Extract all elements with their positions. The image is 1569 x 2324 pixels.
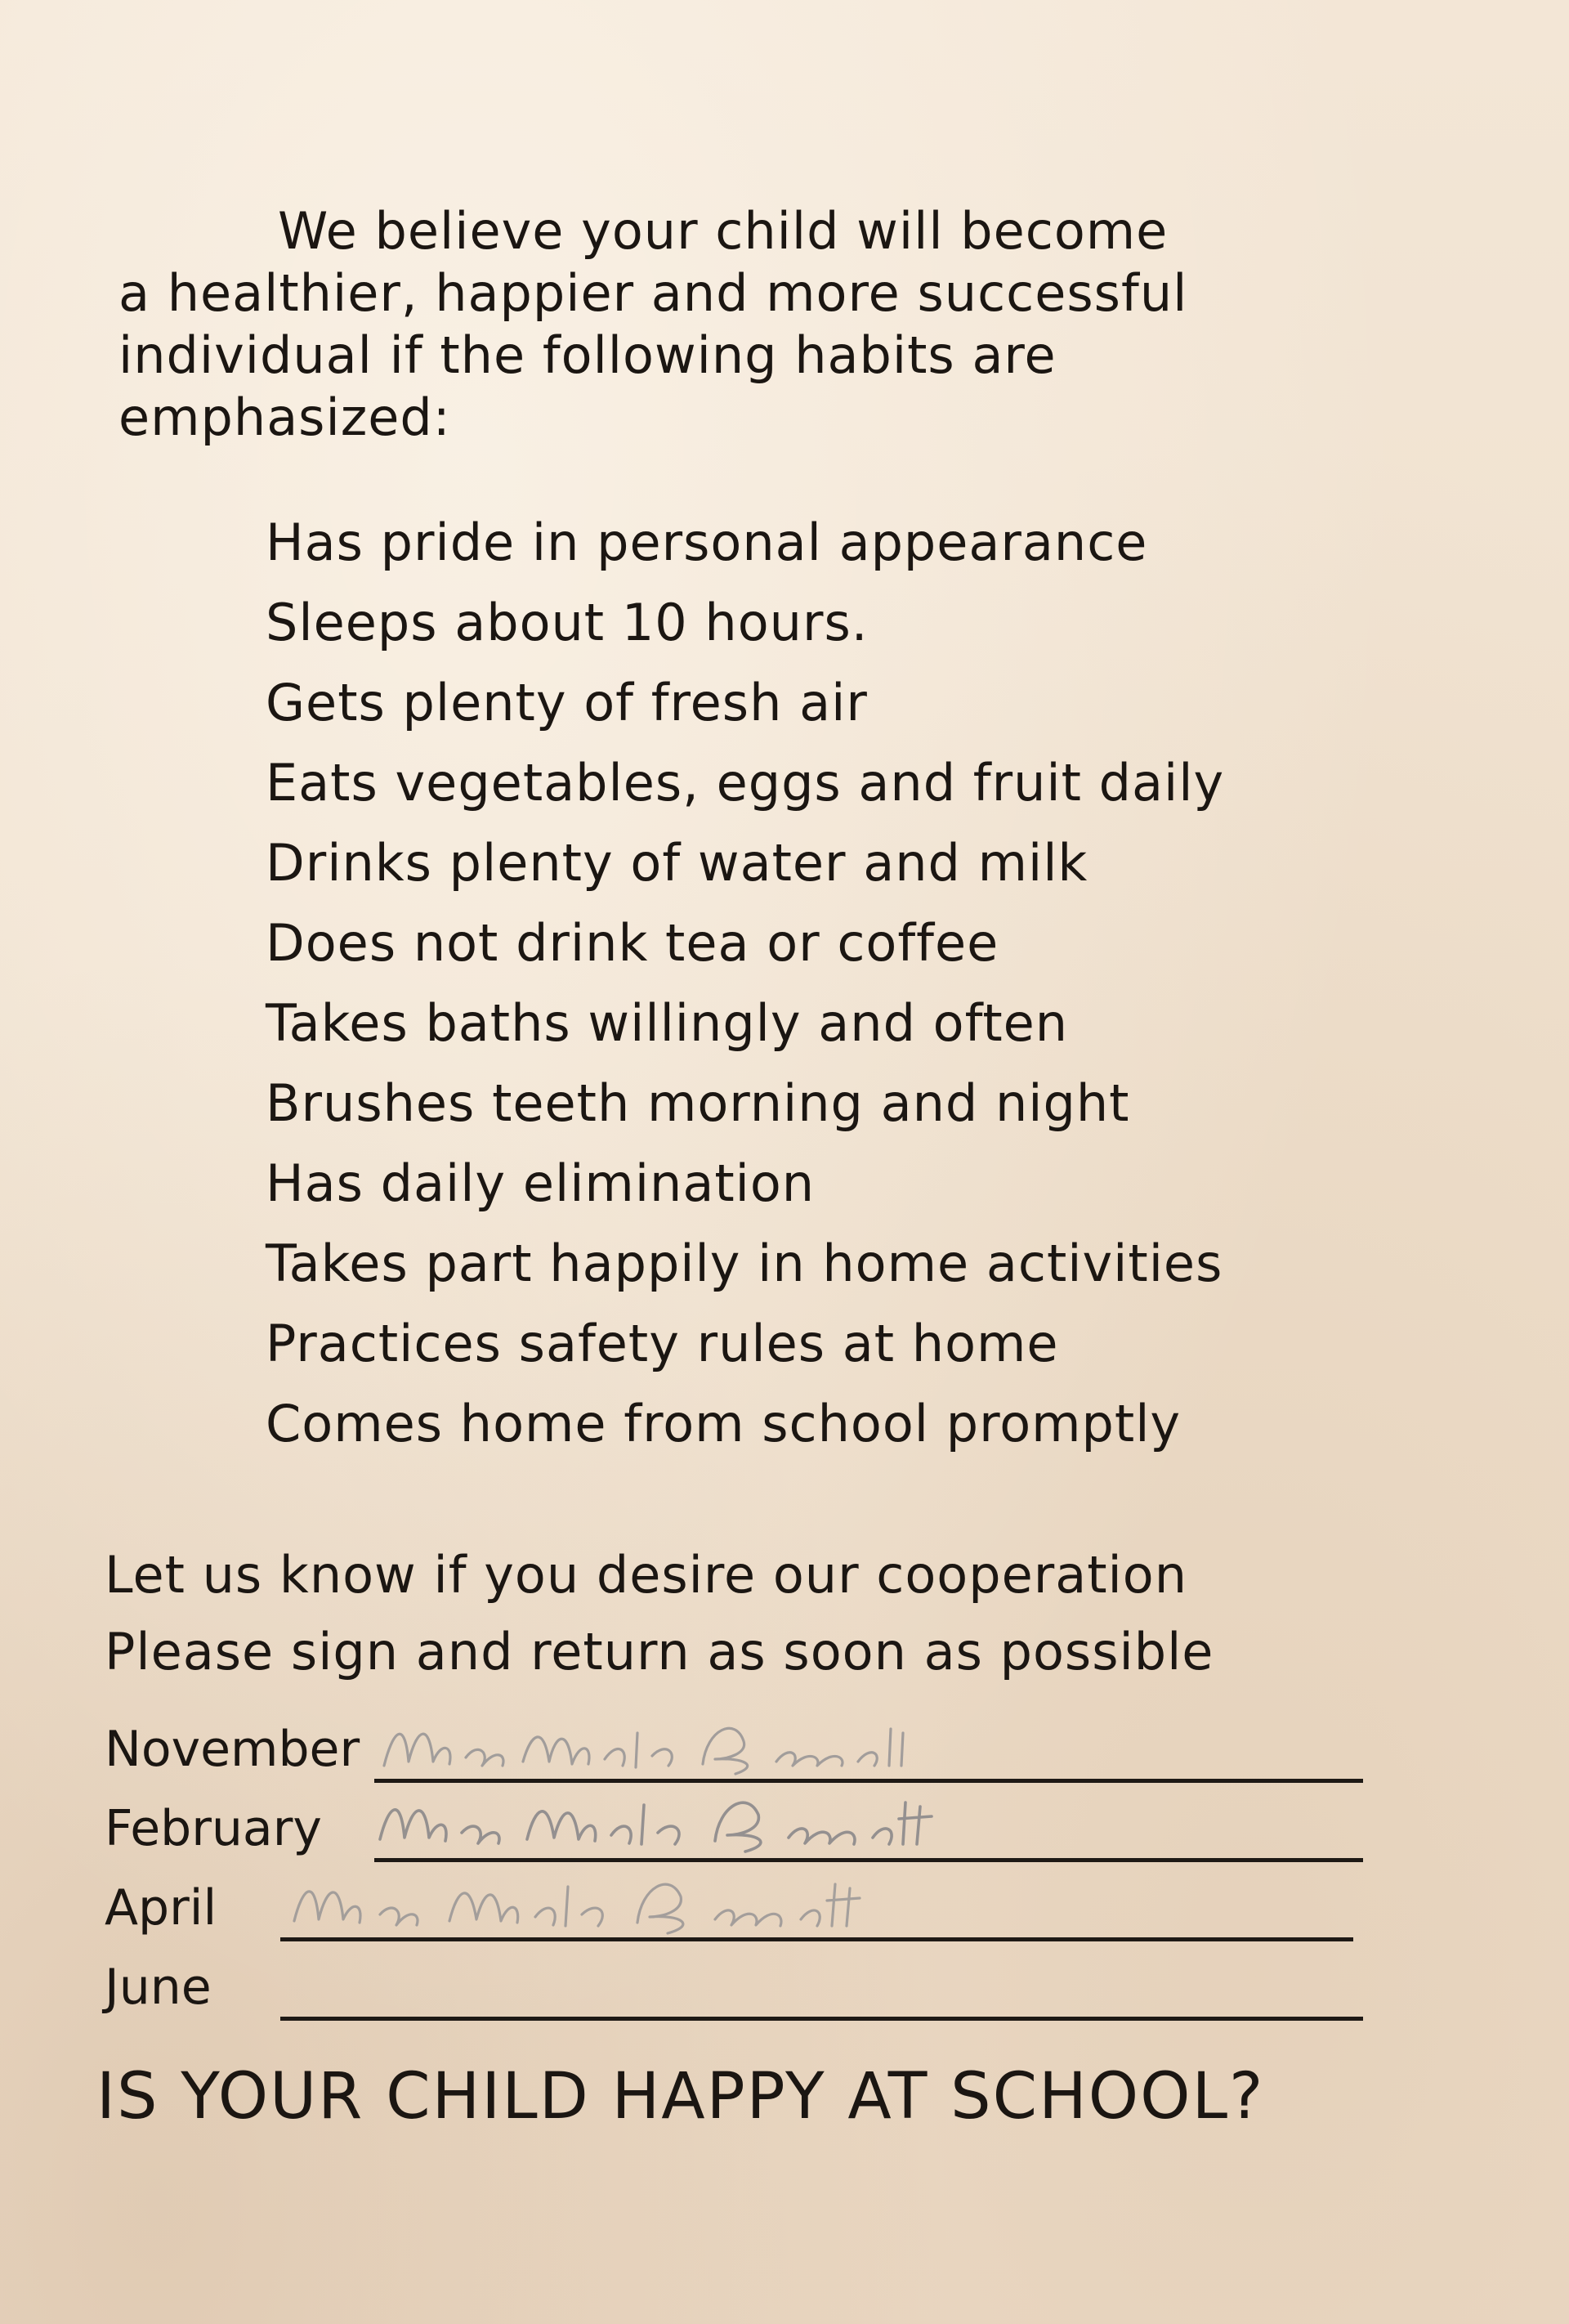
habit-item: Eats vegetables, eggs and fruit daily [266, 753, 1225, 813]
signature-row-april [105, 1875, 1363, 1955]
month-label-february: February [105, 1800, 322, 1857]
intro-line-4: emphasized: [118, 387, 451, 447]
intro-line-3: individual if the following habits are [118, 325, 1057, 385]
signature-line-february[interactable] [374, 1858, 1363, 1862]
signature-row-june [105, 1955, 1363, 2034]
habit-item: Drinks plenty of water and milk [266, 833, 1088, 893]
habit-item: Comes home from school promptly [266, 1394, 1182, 1453]
intro-line-1: We believe your child will become [278, 201, 1169, 261]
month-label-june: June [105, 1959, 212, 2016]
signature-line-november[interactable] [374, 1779, 1363, 1783]
habits-list [266, 503, 1224, 1464]
signature-line-june[interactable] [280, 2017, 1363, 2021]
sign-return-line: Please sign and return as soon as possible [105, 1622, 1214, 1681]
signature-section [105, 1717, 1363, 2034]
month-label-april: April [105, 1879, 217, 1937]
habit-item: Has pride in personal appearance [266, 513, 1148, 572]
habit-item: Does not drink tea or coffee [266, 913, 999, 973]
habit-item: Takes baths willingly and often [266, 993, 1069, 1053]
habit-item: Has daily elimination [266, 1153, 816, 1213]
month-label-november: November [105, 1721, 360, 1778]
cooperation-line: Let us know if you desire our cooperation [105, 1545, 1187, 1605]
intro-paragraph [118, 200, 1187, 449]
signature-row-november [105, 1717, 1363, 1796]
habit-item: Brushes teeth morning and night [266, 1073, 1130, 1133]
habit-item: Practices safety rules at home [266, 1314, 1059, 1373]
habit-item: Takes part happily in home activities [266, 1234, 1223, 1293]
signature-line-april[interactable] [280, 1937, 1353, 1941]
signature-row-february [105, 1796, 1363, 1875]
closing-instructions [105, 1537, 1214, 1690]
happiness-question: IS YOUR CHILD HAPPY AT SCHOOL? [96, 2060, 1265, 2134]
intro-line-2: a healthier, happier and more successful [118, 263, 1188, 323]
habit-item: Gets plenty of fresh air [266, 673, 868, 732]
habit-item: Sleeps about 10 hours. [266, 593, 869, 652]
